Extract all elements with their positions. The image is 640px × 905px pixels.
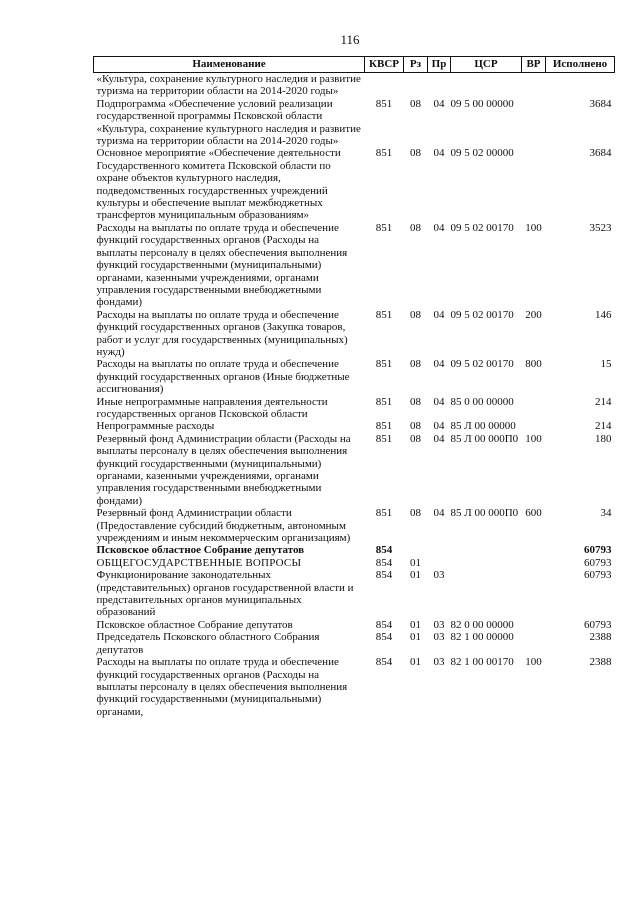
cell-vr: [522, 631, 546, 656]
cell-rz: 08: [410, 395, 421, 408]
cell-ispolneno: 3684: [589, 97, 612, 110]
cell-csr: 09 5 02 00170: [450, 221, 514, 234]
table-row: [94, 73, 615, 98]
cell-ispolneno: 3523: [589, 221, 612, 234]
cell-kvsr: 851: [375, 147, 393, 160]
cell-name: Псковское областное Собрание депутатов: [96, 544, 305, 557]
cell-kvsr: [365, 73, 404, 98]
cell-name: ОБЩЕГОСУДАРСТВЕННЫЕ ВОПРОСЫ: [96, 556, 302, 569]
cell-name: Расходы на выплаты по оплате труда и обеспечение функций государственных органов (Расходы на выплаты персоналу в целях обеспечения выполнения функций государственными (муниципальными) органами, казенными учреждениями, органами управления государственными внебюджетными фондами): [96, 221, 348, 309]
cell-ispolneno: 60793: [584, 569, 612, 582]
cell-rz: 01: [410, 556, 421, 569]
cell-pr: 03: [433, 618, 445, 631]
cell-csr: 09 5 02 00000: [450, 147, 514, 160]
cell-ispolneno: 15: [600, 358, 612, 371]
cell-rz: 01: [410, 656, 421, 669]
header-pr: Пр: [428, 57, 451, 73]
cell-rz: 08: [410, 432, 421, 445]
cell-rz: 08: [410, 507, 421, 520]
cell-kvsr: 851: [375, 507, 393, 520]
cell-csr: 85 0 00 00000: [450, 395, 514, 408]
cell-pr: [428, 557, 451, 569]
cell-pr: 04: [433, 358, 445, 371]
cell-name: Псковское областное Собрание депутатов: [96, 618, 293, 631]
cell-pr: 03: [433, 631, 445, 644]
cell-pr: 04: [433, 97, 445, 110]
cell-vr: 100: [525, 221, 542, 234]
cell-pr: 04: [433, 308, 445, 321]
cell-kvsr: 854: [375, 631, 393, 644]
cell-vr: [522, 98, 546, 148]
cell-name: Расходы на выплаты по оплате труда и обеспечение функций государственных органов (Закупка товаров, работ и услуг для государственных (муниципальных) нужд): [96, 308, 348, 358]
header-kvsr: КВСР: [365, 57, 404, 73]
cell-name: Расходы на выплаты по оплате труда и обеспечение функций государственных органов (Расходы на выплаты персоналу в целях обеспечения выполнения функций государственными (муниципальными) органами,: [96, 656, 348, 718]
cell-vr: [522, 544, 546, 556]
cell-kvsr: 851: [375, 432, 393, 445]
table-header: [94, 57, 615, 73]
cell-ispolneno: 214: [595, 420, 612, 433]
cell-ispolneno: 3684: [589, 147, 612, 160]
cell-vr: 800: [525, 358, 542, 371]
cell-name: Расходы на выплаты по оплате труда и обеспечение функций государственных органов (Иные бюджетные ассигнования): [96, 358, 350, 396]
cell-name: Иные непрограммные направления деятельности государственных органов Псковской области: [96, 395, 328, 420]
cell-kvsr: 854: [375, 556, 393, 569]
header-ispolneno: Исполнено: [546, 57, 615, 73]
cell-kvsr: 851: [375, 395, 393, 408]
cell-vr: [522, 73, 546, 98]
header-name: Наименование: [94, 57, 365, 73]
cell-csr: [451, 569, 522, 619]
cell-pr: 04: [433, 420, 445, 433]
cell-pr: 04: [433, 432, 445, 445]
cell-kvsr: 851: [375, 97, 393, 110]
cell-pr: 04: [433, 507, 445, 520]
cell-pr: 04: [433, 221, 445, 234]
cell-rz: 01: [410, 631, 421, 644]
cell-rz: 08: [410, 358, 421, 371]
page-number: 116: [340, 32, 360, 47]
cell-name: «Культура, сохранение культурного наследия и развитие туризма на территории области на 2014-2020 годы»: [96, 73, 361, 98]
table-row: [94, 557, 615, 569]
cell-ispolneno: 60793: [584, 618, 612, 631]
cell-vr: [522, 569, 546, 619]
cell-csr: 09 5 02 00170: [450, 308, 514, 321]
table-row: [94, 396, 615, 421]
cell-vr: [522, 619, 546, 631]
cell-vr: 100: [525, 432, 542, 445]
cell-ispolneno: 60793: [584, 544, 612, 557]
table-row: [94, 619, 615, 631]
cell-kvsr: 854: [375, 544, 393, 557]
cell-ispolneno: 214: [595, 395, 612, 408]
table-row: [94, 631, 615, 656]
cell-rz: 01: [410, 618, 421, 631]
cell-pr: 03: [433, 656, 445, 669]
cell-pr: [428, 544, 451, 556]
cell-name: Непрограммные расходы: [96, 420, 215, 433]
cell-rz: 08: [410, 221, 421, 234]
cell-vr: [522, 420, 546, 432]
cell-csr: 82 1 00 00000: [450, 631, 514, 644]
cell-rz: 08: [410, 97, 421, 110]
cell-csr: 85 Л 00 000П0: [450, 432, 519, 445]
budget-table-container: [93, 56, 614, 718]
table-body: [94, 73, 615, 719]
cell-vr: 600: [525, 507, 542, 520]
cell-pr: 04: [433, 147, 445, 160]
table-row: [94, 544, 615, 556]
cell-csr: 09 5 02 00170: [450, 358, 514, 371]
header-csr: ЦСР: [451, 57, 522, 73]
table-row: [94, 309, 615, 359]
cell-ispolneno: 60793: [584, 556, 612, 569]
cell-vr: [522, 396, 546, 421]
budget-table: [93, 56, 615, 718]
cell-vr: [522, 557, 546, 569]
cell-kvsr: 851: [375, 308, 393, 321]
table-row: [94, 98, 615, 148]
cell-csr: 85 Л 00 00000: [450, 420, 516, 433]
cell-kvsr: 854: [375, 618, 393, 631]
table-row: [94, 507, 615, 544]
cell-ispolneno: 180: [595, 432, 612, 445]
cell-csr: [451, 73, 522, 98]
cell-rz: 08: [410, 147, 421, 160]
cell-rz: 08: [410, 420, 421, 433]
cell-ispolneno: 2388: [589, 656, 612, 669]
cell-vr: 100: [525, 656, 542, 669]
cell-name: Председатель Псковского областного Собрания депутатов: [96, 631, 320, 656]
table-row: [94, 420, 615, 432]
cell-pr: 04: [433, 395, 445, 408]
table-row: [94, 656, 615, 718]
cell-ispolneno: 2388: [589, 631, 612, 644]
table-row: [94, 147, 615, 221]
cell-name: Резервный фонд Администрации области (Предоставление субсидий бюджетным, автономным учреждениям и иным некоммерческим организациям): [96, 507, 351, 545]
cell-rz: [404, 544, 428, 556]
cell-csr: [451, 544, 522, 556]
table-row: [94, 569, 615, 619]
cell-kvsr: 854: [375, 656, 393, 669]
cell-vr: [522, 147, 546, 221]
header-rz: Рз: [404, 57, 428, 73]
cell-name: Основное мероприятие «Обеспечение деятельности Государственного комитета Псковской области по охране объектов культурного наследия, подведомственных государственных учреждений культуры и обеспечение выплат межбюджетных трансфертов муниципальным образованиям»: [96, 147, 341, 222]
cell-kvsr: 854: [375, 569, 393, 582]
cell-kvsr: 851: [375, 221, 393, 234]
cell-csr: 82 0 00 00000: [450, 618, 514, 631]
cell-rz: 01: [410, 569, 421, 582]
cell-ispolneno: [546, 73, 615, 98]
cell-rz: 08: [410, 308, 421, 321]
cell-ispolneno: 34: [600, 507, 612, 520]
cell-kvsr: 851: [375, 358, 393, 371]
cell-name: Резервный фонд Администрации области (Расходы на выплаты персоналу в целях обеспечения выполнения функций государственными (муниципальными) органами, казенными учреждениями, органами управления государственными внебюджетными фондами): [96, 432, 351, 507]
cell-ispolneno: 146: [595, 308, 612, 321]
cell-csr: 85 Л 00 000П0: [450, 507, 519, 520]
cell-csr: 82 1 00 00170: [450, 656, 514, 669]
cell-pr: 03: [433, 569, 445, 582]
cell-csr: [451, 557, 522, 569]
header-vr: ВР: [522, 57, 546, 73]
table-row: [94, 358, 615, 395]
table-row: [94, 222, 615, 309]
cell-csr: 09 5 00 00000: [450, 97, 514, 110]
cell-pr: [428, 73, 451, 98]
table-row: [94, 433, 615, 507]
cell-vr: 200: [525, 308, 542, 321]
cell-kvsr: 851: [375, 420, 393, 433]
cell-rz: [404, 73, 428, 98]
cell-name: Подпрограмма «Обеспечение условий реализации государственной программы Псковской области «Культура, сохранение культурного наследия и развитие туризма на территории области на 2014-2020 годы»: [96, 97, 361, 148]
cell-name: Функционирование законодательных (представительных) органов государственной власти и представительных органов муниципальных образований: [96, 569, 354, 619]
